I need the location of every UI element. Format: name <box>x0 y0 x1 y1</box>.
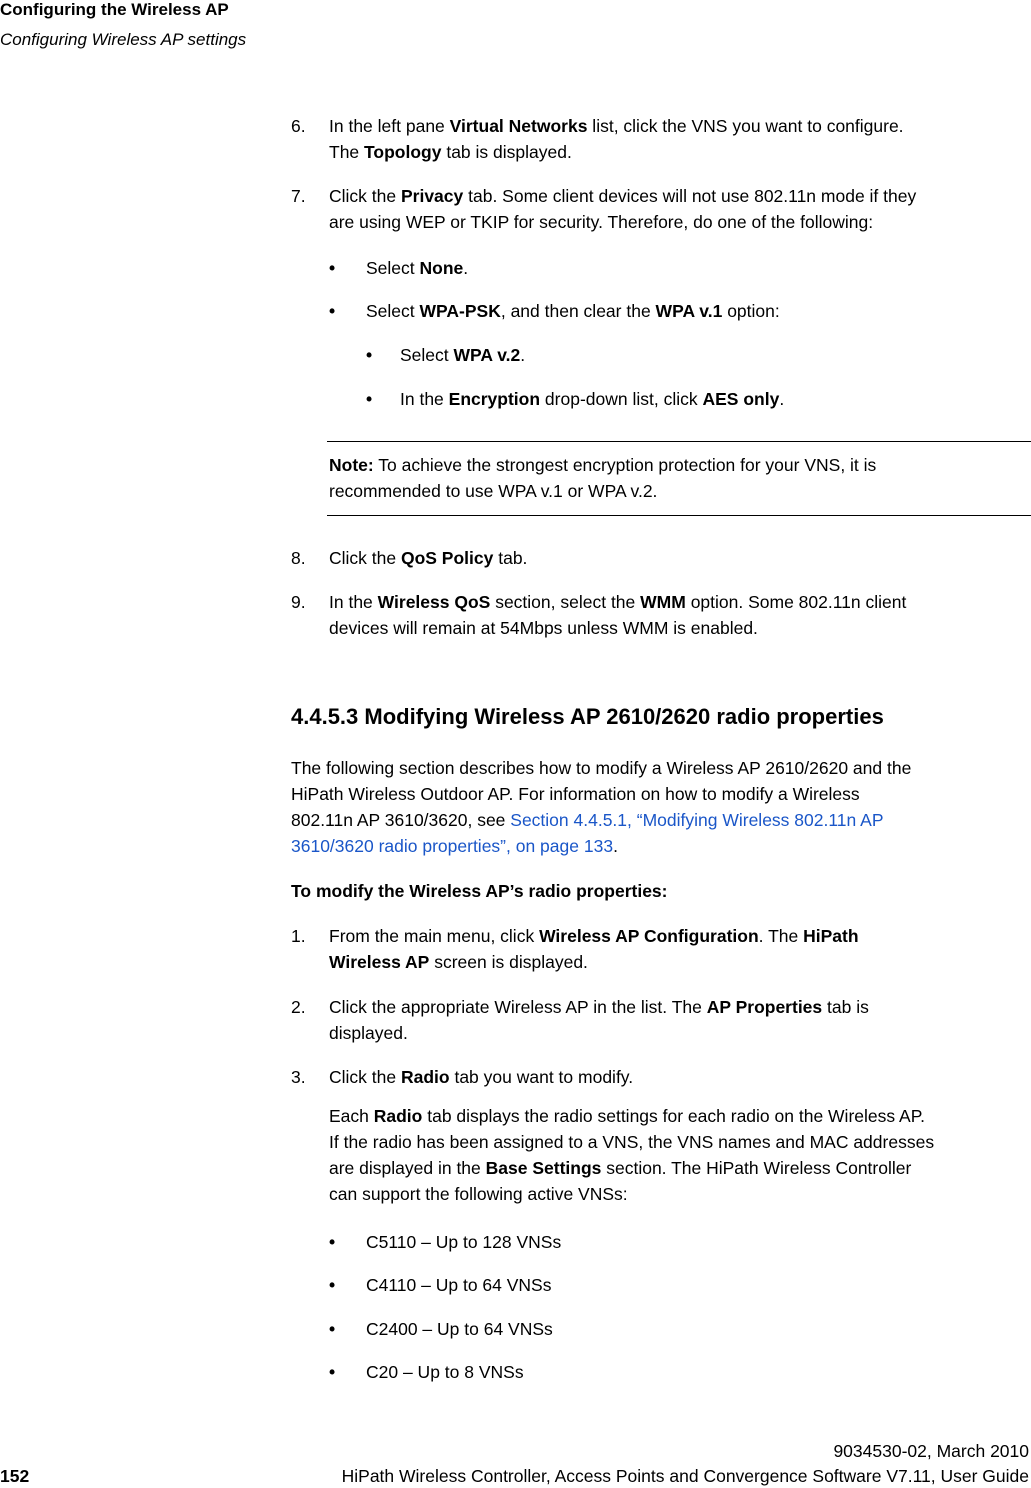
note-top-rule <box>327 441 1031 442</box>
bullet-icon: • <box>329 1319 336 1339</box>
body-paragraph: 3610/3620 radio properties”, on page 133. <box>291 836 618 856</box>
step-number: 3. <box>291 1067 306 1087</box>
step-text: Wireless AP screen is displayed. <box>329 952 588 972</box>
step-text: In the Wireless QoS section, select the WMM option. Some 802.11n client <box>329 592 907 612</box>
running-header-subtitle: Configuring Wireless AP settings <box>0 30 247 49</box>
body-paragraph: 802.11n AP 3610/3620, see Section 4.4.5.1, “Modifying Wireless 802.11n AP <box>291 810 884 830</box>
cross-reference-link[interactable]: Section 4.4.5.1, “Modifying Wireless 802.11n AP <box>510 810 884 830</box>
list-item: C4110 – Up to 64 VNSs <box>366 1275 552 1295</box>
step-number: 9. <box>291 592 306 612</box>
footer-guide-title: HiPath Wireless Controller, Access Points and Convergence Software V7.11, User Guide <box>341 1466 1029 1486</box>
footer-doc-id: 9034530-02, March 2010 <box>833 1441 1029 1461</box>
procedure-title: To modify the Wireless AP’s radio properties: <box>291 881 668 901</box>
list-item: In the Encryption drop-down list, click AES only. <box>400 389 785 409</box>
bullet-icon: • <box>329 258 336 278</box>
body-paragraph: can support the following active VNSs: <box>329 1184 628 1204</box>
step-text: From the main menu, click Wireless AP Configuration. The HiPath <box>329 926 859 946</box>
bullet-icon: • <box>329 301 336 321</box>
note-text: recommended to use WPA v.1 or WPA v.2. <box>329 481 658 501</box>
step-text: Click the Privacy tab. Some client devices will not use 802.11n mode if they <box>329 186 917 206</box>
bullet-icon: • <box>366 389 373 409</box>
step-text: devices will remain at 54Mbps unless WMM is enabled. <box>329 618 758 638</box>
step-text: are using WEP or TKIP for security. Therefore, do one of the following: <box>329 212 874 232</box>
running-header-title: Configuring the Wireless AP <box>0 0 229 19</box>
bullet-icon: • <box>329 1232 336 1252</box>
body-paragraph: If the radio has been assigned to a VNS, the VNS names and MAC addresses <box>329 1132 935 1152</box>
list-item: C2400 – Up to 64 VNSs <box>366 1319 553 1339</box>
list-item: Select WPA v.2. <box>400 345 526 365</box>
body-paragraph: The following section describes how to modify a Wireless AP 2610/2620 and the <box>291 758 912 778</box>
cross-reference-link[interactable]: 3610/3620 radio properties”, on page 133 <box>291 836 614 856</box>
bullet-icon: • <box>366 345 373 365</box>
step-number: 2. <box>291 997 306 1017</box>
body-paragraph: HiPath Wireless Outdoor AP. For information on how to modify a Wireless <box>291 784 860 804</box>
list-item: C20 – Up to 8 VNSs <box>366 1362 524 1382</box>
step-number: 1. <box>291 926 306 946</box>
step-text: In the left pane Virtual Networks list, click the VNS you want to configure. <box>329 116 904 136</box>
step-text: Click the QoS Policy tab. <box>329 548 528 568</box>
list-item: Select None. <box>366 258 469 278</box>
step-text: Click the appropriate Wireless AP in the list. The AP Properties tab is <box>329 997 869 1017</box>
bullet-icon: • <box>329 1275 336 1295</box>
step-text: displayed. <box>329 1023 408 1043</box>
step-number: 6. <box>291 116 306 136</box>
list-item: C5110 – Up to 128 VNSs <box>366 1232 562 1252</box>
page-number: 152 <box>0 1466 30 1486</box>
step-text: Click the Radio tab you want to modify. <box>329 1067 634 1087</box>
bullet-icon: • <box>329 1362 336 1382</box>
body-paragraph: Each Radio tab displays the radio settings for each radio on the Wireless AP. <box>329 1106 925 1126</box>
step-number: 7. <box>291 186 306 206</box>
section-heading: 4.4.5.3 Modifying Wireless AP 2610/2620 radio properties <box>291 704 884 729</box>
step-number: 8. <box>291 548 306 568</box>
step-text: The Topology tab is displayed. <box>329 142 572 162</box>
body-paragraph: are displayed in the Base Settings section. The HiPath Wireless Controller <box>329 1158 912 1178</box>
note-bottom-rule <box>327 515 1031 516</box>
list-item: Select WPA-PSK, and then clear the WPA v.1 option: <box>366 301 780 321</box>
note-text: Note: To achieve the strongest encryption protection for your VNS, it is <box>329 455 877 475</box>
